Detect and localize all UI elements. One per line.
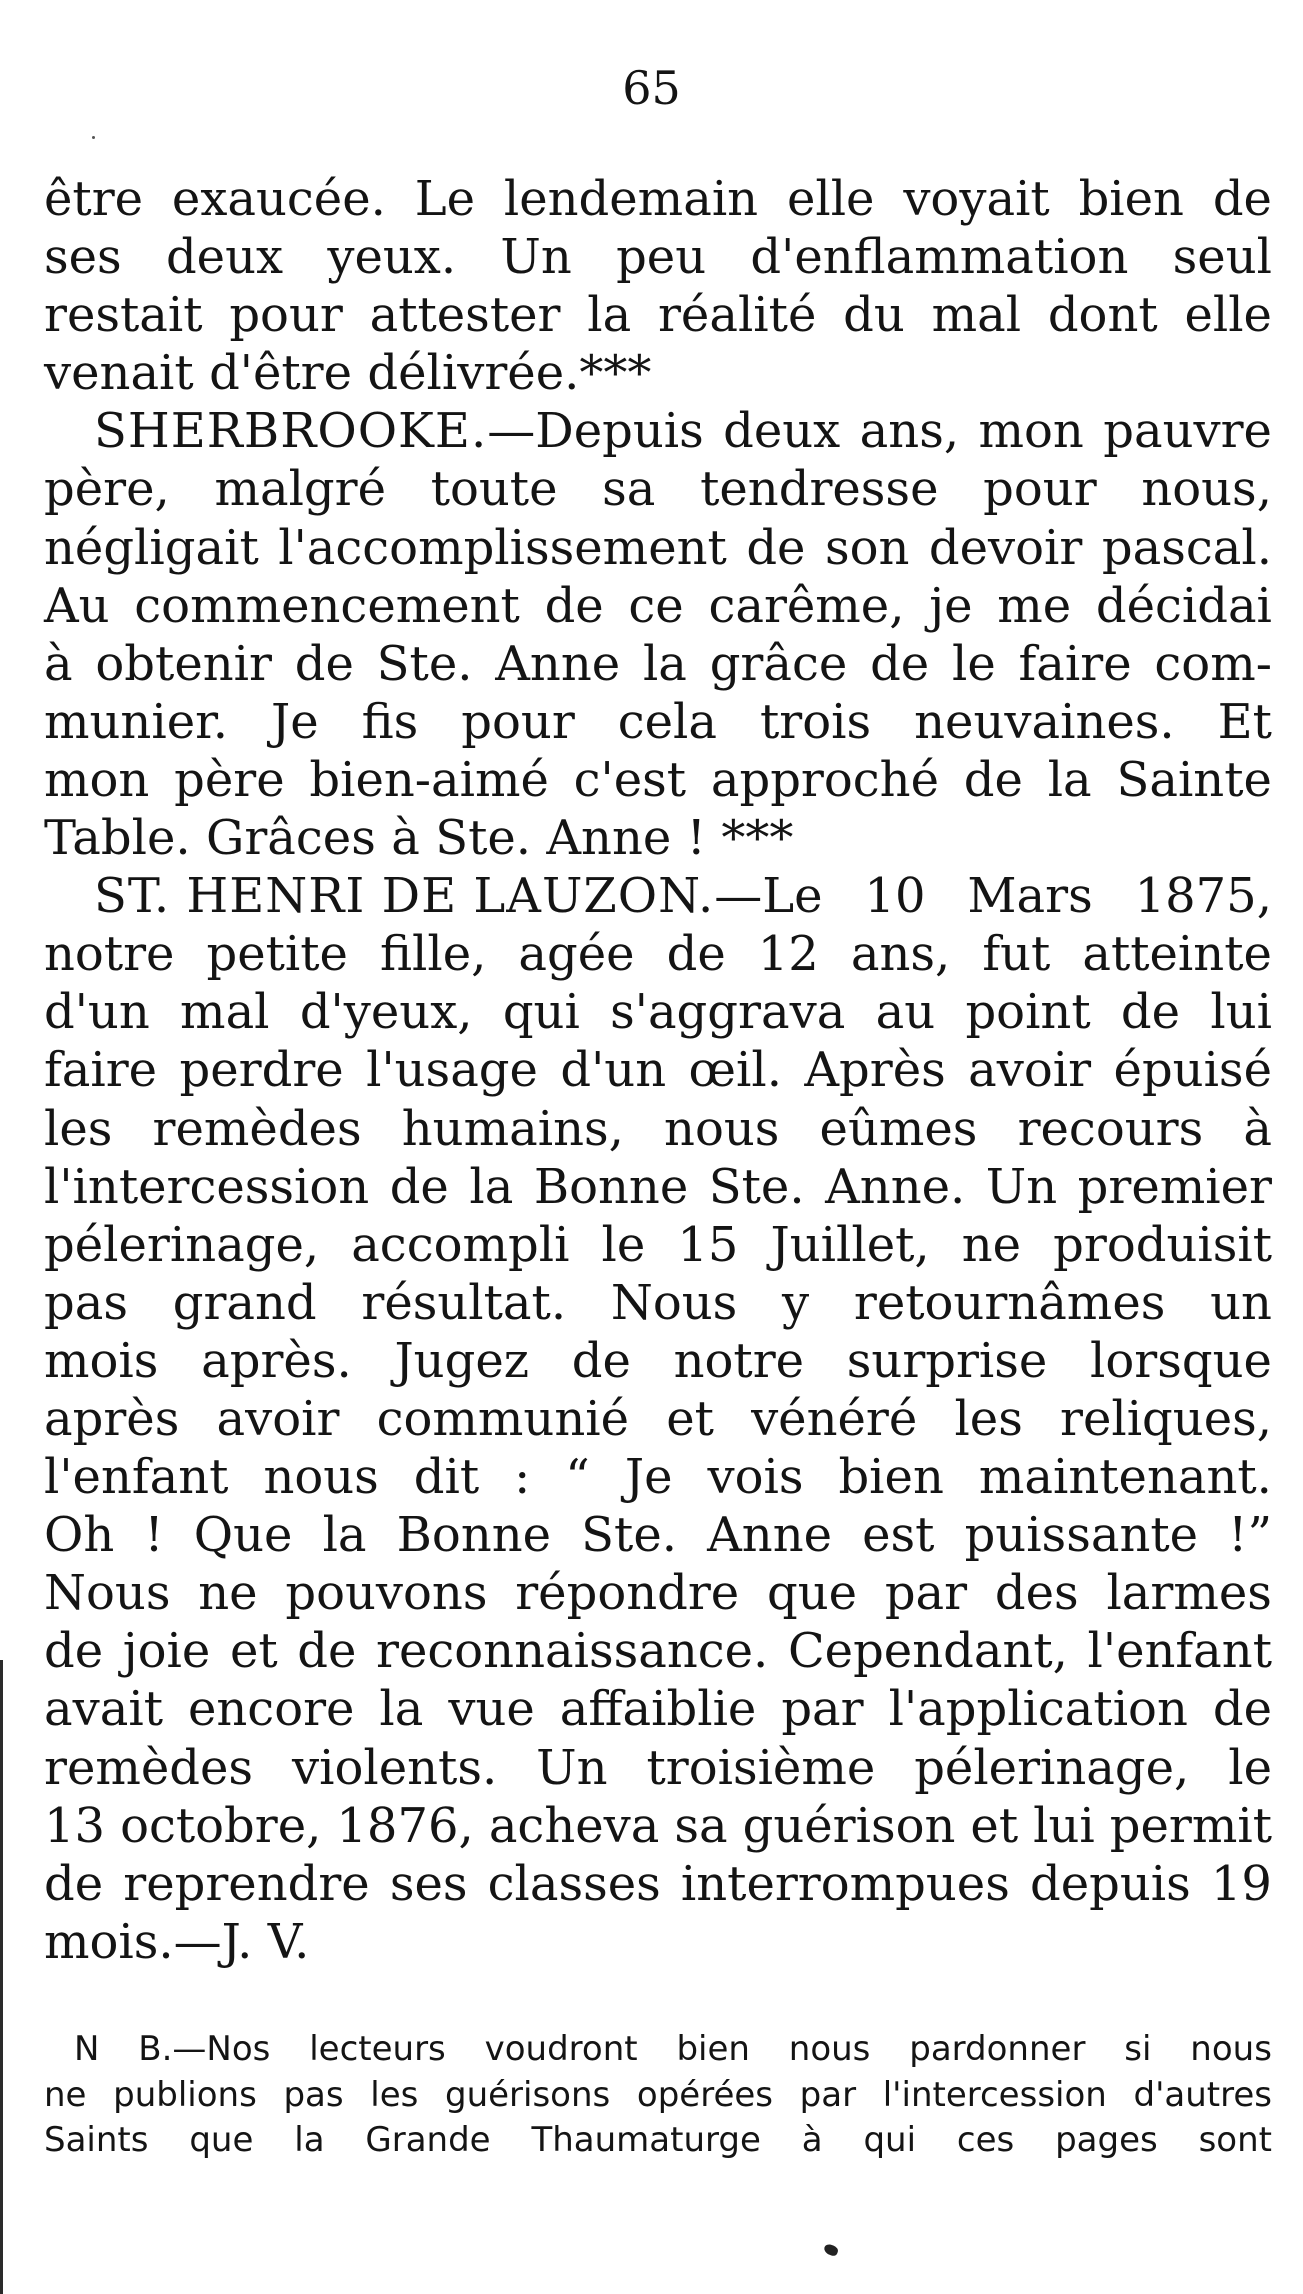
word: venait: [44, 345, 194, 402]
word: qui: [502, 984, 580, 1041]
word: d'enflammation: [750, 229, 1129, 286]
text-line: [44, 286, 1272, 344]
word: petite: [206, 926, 348, 983]
word: de: [44, 1855, 104, 1912]
word: grâce: [709, 635, 848, 692]
word: nous: [788, 2029, 871, 2069]
word: ses: [44, 229, 122, 286]
word: point: [965, 984, 1091, 1041]
text-line: [44, 344, 1272, 402]
word: yeux.: [327, 229, 457, 286]
text-line: [44, 1041, 1272, 1099]
word: ans,: [859, 403, 960, 460]
word: Grâces: [206, 810, 376, 867]
word: approché: [710, 751, 939, 808]
word: interrompues: [680, 1855, 1010, 1912]
word: après.: [201, 1332, 352, 1389]
word: de: [544, 577, 604, 634]
word: de: [294, 635, 354, 692]
word: Saints: [44, 2120, 149, 2160]
word: com-: [1154, 635, 1272, 692]
place-heading-st-henri: ST. HENRI DE LAUZON.: [94, 868, 715, 925]
word: agée: [518, 926, 635, 983]
word: ne: [961, 1216, 1022, 1273]
word: Cependant,: [787, 1623, 1068, 1680]
word: la: [642, 635, 687, 692]
word: qui: [863, 2120, 917, 2160]
word: troisième: [646, 1739, 876, 1796]
word: ans,: [850, 926, 951, 983]
word: l'intercession: [44, 1158, 370, 1215]
word: si: [1124, 2029, 1152, 2069]
word: obtenir: [95, 635, 272, 692]
word: pages: [1055, 2120, 1158, 2160]
word: œil.: [688, 1042, 782, 1099]
word: voudront: [484, 2029, 638, 2069]
text-line: [44, 1855, 1272, 1913]
word: pas: [44, 1274, 128, 1331]
word: Anne: [707, 1507, 833, 1564]
body-text: [44, 170, 1272, 1971]
word: d'être: [209, 345, 353, 402]
word: bien-aimé: [309, 751, 549, 808]
word: fut: [982, 926, 1051, 983]
word: avoir: [216, 1390, 340, 1447]
text-line: [44, 867, 1272, 925]
word: malgré: [214, 461, 386, 518]
word: Nous: [610, 1274, 738, 1331]
word: ces: [956, 2120, 1015, 2160]
word: notre: [44, 926, 175, 983]
word: vois: [707, 1449, 804, 1506]
text-line: [44, 1216, 1272, 1274]
word: d'yeux,: [299, 984, 473, 1041]
word: pélerinage,: [44, 1216, 320, 1273]
word: Oh: [44, 1507, 115, 1564]
word: d'autres: [1133, 2074, 1272, 2115]
word: Ste.: [581, 1507, 677, 1564]
word: la: [294, 2120, 325, 2160]
word: retournâmes: [853, 1274, 1166, 1331]
place-heading-sherbrooke: SHERBROOKE.: [94, 403, 488, 460]
text-line: [44, 693, 1272, 751]
word: Nous: [44, 1565, 171, 1622]
text-line: [44, 925, 1272, 983]
text-line: [44, 460, 1272, 518]
word: encore: [187, 1681, 355, 1738]
word: faire: [44, 1042, 158, 1099]
editorial-note: [44, 2027, 1272, 2164]
word: de: [1212, 171, 1272, 227]
word: sont: [1198, 2120, 1272, 2160]
word: les: [954, 1390, 1023, 1447]
text-line: [44, 1158, 1272, 1216]
word: communié: [376, 1390, 630, 1447]
word: l'usage: [366, 1042, 538, 1099]
word: c'est: [573, 751, 687, 808]
word: ***: [721, 810, 794, 867]
word: bien: [1078, 171, 1184, 227]
word: je: [929, 577, 973, 634]
word: Sainte: [1116, 751, 1272, 808]
word: la: [1047, 751, 1092, 808]
word: la: [469, 1158, 514, 1215]
word: faire: [1018, 635, 1132, 692]
word: de: [666, 926, 726, 983]
word: Thaumaturge: [531, 2120, 761, 2160]
word: recours: [1017, 1100, 1204, 1157]
word: Anne: [546, 810, 672, 867]
word: —Le: [714, 868, 823, 925]
word: sa: [674, 1797, 728, 1854]
word: octobre,: [120, 1797, 322, 1854]
text-line: [44, 1622, 1272, 1680]
word: Après: [804, 1042, 946, 1099]
word: elle: [1184, 287, 1272, 344]
text-line: [44, 1797, 1272, 1855]
word: voyait: [903, 171, 1050, 227]
word: pour: [229, 287, 343, 344]
text-line: [44, 577, 1272, 635]
word: Je: [271, 693, 319, 750]
word: reliques,: [1060, 1390, 1272, 1447]
ink-speck: [92, 136, 95, 139]
word: toute: [430, 461, 558, 518]
text-line: [44, 983, 1272, 1041]
word: seul: [1172, 229, 1272, 286]
word: attester: [369, 287, 561, 344]
word: mal: [931, 287, 1022, 344]
word: la: [379, 1681, 424, 1738]
text-line: [44, 751, 1272, 809]
word: pardonner: [909, 2029, 1086, 2069]
word: Un: [536, 1739, 608, 1796]
word: nous: [664, 1100, 780, 1157]
word: surprise: [846, 1332, 1048, 1389]
word: !”: [1228, 1507, 1272, 1564]
word: de: [571, 1332, 631, 1389]
word: ne: [198, 1565, 258, 1622]
word: Bonne: [396, 1507, 552, 1564]
text-line: [44, 1506, 1272, 1564]
word: réalité: [657, 287, 817, 344]
word: au: [875, 984, 936, 1041]
word: deux: [165, 229, 284, 286]
text-line: [44, 635, 1272, 693]
word: lecteurs: [309, 2029, 446, 2069]
word: publions: [113, 2074, 257, 2115]
word: nous,: [1141, 461, 1272, 518]
word: Un: [985, 1158, 1058, 1215]
word: munier.: [44, 693, 229, 750]
text-line: [44, 809, 1272, 867]
word: la: [587, 287, 632, 344]
word: exaucée.: [171, 171, 386, 227]
word: lorsque: [1090, 1332, 1272, 1389]
word: délivrée.***: [367, 345, 652, 402]
word: son: [824, 519, 910, 576]
note-line: [44, 2073, 1272, 2119]
word: de: [1120, 984, 1181, 1041]
word: remèdes: [44, 1739, 254, 1796]
word: de: [1212, 1681, 1272, 1738]
word: répondre: [515, 1565, 740, 1622]
word: nous: [1190, 2029, 1272, 2069]
word: l'application: [888, 1681, 1188, 1738]
word: et: [970, 1797, 1019, 1854]
word: pascal.: [1101, 519, 1272, 576]
word: est: [862, 1507, 935, 1564]
text-line: [44, 1332, 1272, 1390]
word: que: [766, 1565, 858, 1622]
word: de: [963, 751, 1023, 808]
word: mon: [44, 751, 150, 808]
word: deux: [723, 403, 841, 460]
text-line: [44, 1680, 1272, 1738]
word: fis: [361, 693, 419, 750]
word: Jugez: [394, 1332, 530, 1389]
word: de: [44, 1623, 104, 1680]
word: classes: [487, 1855, 661, 1912]
word: de: [870, 635, 930, 692]
word: le: [1228, 1739, 1272, 1796]
word: par: [781, 1681, 864, 1738]
text-line: [44, 1448, 1272, 1506]
word: N: [74, 2029, 100, 2069]
word: Un: [500, 229, 572, 286]
word: cela: [617, 693, 718, 750]
word: décidai: [1095, 577, 1272, 634]
word: B.—Nos: [138, 2029, 271, 2069]
word: pas: [283, 2074, 344, 2115]
word: la: [322, 1507, 367, 1564]
word: épuisé: [1113, 1042, 1272, 1099]
word: les: [370, 2074, 419, 2115]
word: à: [391, 810, 420, 867]
word: :: [514, 1449, 531, 1506]
word: trois: [760, 693, 872, 750]
word: tendresse: [700, 461, 939, 518]
word: que: [189, 2120, 254, 2160]
word: !: [144, 1507, 164, 1564]
word: sa: [602, 461, 656, 518]
word: d'un: [560, 1042, 667, 1099]
word: !: [686, 810, 706, 867]
word: pour: [461, 693, 575, 750]
word: guérison: [742, 1797, 956, 1854]
word: larmes: [1106, 1565, 1272, 1622]
text-line: [44, 1390, 1272, 1448]
word: ce: [628, 577, 684, 634]
word: grand: [172, 1274, 317, 1331]
word: maintenant.: [978, 1449, 1272, 1506]
word: Juillet,: [770, 1216, 930, 1273]
margin-rule: [0, 1660, 3, 2294]
word: violents.: [291, 1739, 498, 1796]
word: mois.—J.: [44, 1913, 253, 1970]
word: Mars: [967, 868, 1093, 925]
word: pouvons: [285, 1565, 488, 1622]
word: Ste.: [435, 810, 532, 867]
word: reconnaissance.: [376, 1623, 769, 1680]
word: puissante: [964, 1507, 1199, 1564]
word: neuvaines.: [914, 693, 1175, 750]
word: humains,: [401, 1100, 624, 1157]
note-line: [44, 2118, 1272, 2164]
word: dit: [413, 1449, 480, 1506]
text-line: [44, 1274, 1272, 1332]
word: carême,: [708, 577, 905, 634]
text-line: [44, 1739, 1272, 1797]
word: père: [174, 751, 285, 808]
word: reprendre: [123, 1855, 370, 1912]
text-line: [44, 170, 1272, 228]
word: du: [843, 287, 905, 344]
word: d'un: [44, 984, 150, 1041]
word: à: [44, 635, 73, 692]
word: résultat.: [361, 1274, 567, 1331]
word: le: [951, 635, 996, 692]
text-line: [44, 1564, 1272, 1622]
word: elle: [786, 171, 875, 227]
word: atteinte: [1082, 926, 1272, 983]
word: Anne: [495, 635, 621, 692]
word: à: [1243, 1100, 1272, 1157]
word: opérées: [636, 2074, 773, 2115]
word: s'aggrava: [610, 984, 846, 1041]
word: et: [229, 1623, 278, 1680]
word: Table.: [44, 810, 191, 867]
word: —Depuis: [487, 403, 704, 460]
word: ses: [389, 1855, 468, 1912]
word: premier: [1077, 1158, 1272, 1215]
word: les: [44, 1100, 113, 1157]
word: produisit: [1053, 1216, 1272, 1273]
heading-continuation: [714, 867, 1272, 925]
word: ne: [44, 2074, 87, 2115]
text-line: [44, 228, 1272, 286]
word: peu: [616, 229, 707, 286]
word: père,: [44, 461, 170, 518]
word: commencement: [134, 577, 520, 634]
word: pour: [983, 461, 1097, 518]
word: perdre: [179, 1042, 344, 1099]
word: mois: [44, 1332, 159, 1389]
word: mon: [978, 403, 1084, 460]
text-line: [44, 519, 1272, 577]
word: lendemain: [503, 171, 759, 227]
word: par: [799, 2074, 857, 2115]
text-line: [44, 1913, 1272, 1971]
word: dont: [1047, 287, 1158, 344]
word: Anne.: [825, 1158, 966, 1215]
word: bien: [838, 1449, 944, 1506]
word: des: [994, 1565, 1079, 1622]
word: y: [782, 1274, 810, 1331]
word: nous: [263, 1449, 379, 1506]
word: 1875,: [1134, 868, 1272, 925]
word: guérisons: [444, 2074, 611, 2115]
word: vénéré: [751, 1390, 918, 1447]
word: l'accomplissement: [278, 519, 727, 576]
word: Le: [414, 171, 476, 227]
word: “: [565, 1449, 590, 1506]
word: Et: [1217, 693, 1272, 750]
word: notre: [673, 1332, 805, 1389]
text-line: [44, 402, 1272, 460]
word: avait: [44, 1681, 163, 1738]
page-number: 65: [622, 61, 681, 115]
note-line: [44, 2027, 1272, 2073]
word: Ste.: [376, 635, 473, 692]
word: acheva: [488, 1797, 660, 1854]
word: 19: [1210, 1855, 1272, 1912]
word: permit: [1109, 1797, 1272, 1854]
word: de: [297, 1623, 357, 1680]
word: restait: [44, 287, 203, 344]
word: joie: [122, 1623, 211, 1680]
word: 13: [44, 1797, 106, 1854]
word: V.: [267, 1913, 310, 1970]
word: affaiblie: [559, 1681, 757, 1738]
word: de: [389, 1158, 449, 1215]
word: vue: [448, 1681, 535, 1738]
word: lui: [1033, 1797, 1095, 1854]
word: par: [884, 1565, 968, 1622]
ink-speck: [823, 2243, 840, 2257]
word: Au: [44, 577, 110, 634]
word: Bonne: [533, 1158, 689, 1215]
word: pélerinage,: [914, 1739, 1190, 1796]
word: 10: [864, 868, 926, 925]
word: accompli: [351, 1216, 570, 1273]
word: pauvre: [1103, 403, 1272, 460]
word: Je: [624, 1449, 673, 1506]
heading-continuation: [487, 402, 1272, 460]
word: mal: [180, 984, 270, 1041]
word: de: [746, 519, 806, 576]
word: remèdes: [152, 1100, 362, 1157]
word: 12: [757, 926, 819, 983]
word: l'enfant: [44, 1449, 229, 1506]
word: l'enfant: [1087, 1623, 1272, 1680]
word: 1876,: [336, 1797, 474, 1854]
word: négligait: [44, 519, 259, 576]
word: 15: [677, 1216, 739, 1273]
word: devoir: [928, 519, 1083, 576]
word: à: [801, 2120, 823, 2160]
word: l'intercession: [882, 2074, 1107, 2115]
word: lui: [1210, 984, 1272, 1041]
word: avoir: [968, 1042, 1092, 1099]
word: après: [44, 1390, 180, 1447]
word: eûmes: [819, 1100, 978, 1157]
word: être: [44, 171, 144, 227]
word: fille,: [379, 926, 487, 983]
word: Ste.: [708, 1158, 805, 1215]
word: bien: [676, 2029, 750, 2069]
word: le: [601, 1216, 646, 1273]
word: me: [997, 577, 1072, 634]
word: et: [666, 1390, 714, 1447]
word: Grande: [365, 2120, 491, 2160]
word: depuis: [1029, 1855, 1191, 1912]
word: Que: [193, 1507, 293, 1564]
word: un: [1210, 1274, 1272, 1331]
text-line: [44, 1100, 1272, 1158]
